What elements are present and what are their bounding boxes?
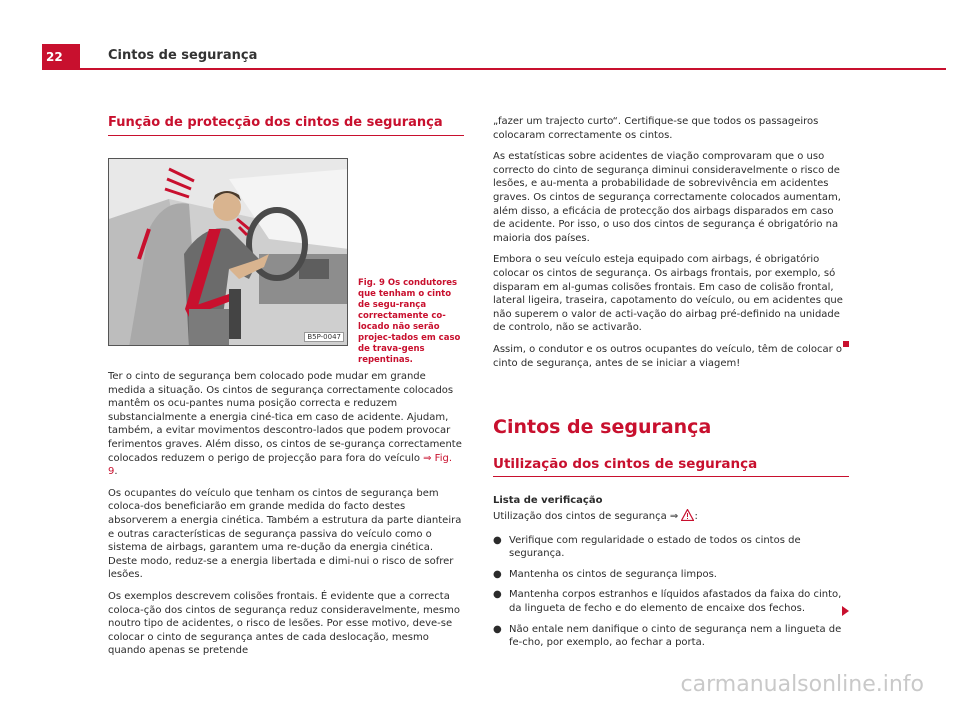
warning-icon[interactable] (681, 509, 694, 526)
paragraph: Assim, o condutor e os outros ocupantes do veículo, têm de colocar o cinto de segurança, antes de se iniciar a viagem! (493, 343, 843, 369)
left-column (108, 115, 464, 666)
paragraph: Os exemplos descrevem colisões frontais. É evidente que a correcta coloca-ção dos cintos de segurança reduz consideravelmente, mesmo noutro tipo de acidentes, o risco de lesões. Por esse motivo, deve-se colocar o cinto de segurança antes de cada deslocação, mesmo quando apenas se pretende (108, 590, 460, 657)
paragraph-text: Ter o cinto de segurança bem colocado pode mudar em grande medida a situação. Os cintos de segurança correctamente colocados mantêm os ocu-pantes numa posição correcta e reduzem substancialmente a energia ciné-tica em caso de acidente. Ajudam, também, a evitar movimentos descontro-lados que podem provocar ferimentos graves. Além disso, os cintos de se-gurança correctamente colocados reduzem o perigo de projecção para fora do veículo (108, 371, 462, 464)
figure-caption: Fig. 9 Os condutores que tenham o cinto de segu-rança correctamente co-locado não serão projec-tados em caso de trava-gens repentinas. (358, 278, 461, 365)
paragraph: Os ocupantes do veículo que tenham os cintos de segurança bem coloca-dos beneficiarão em grande medida do facto destes absorverem a energia cinética. Também a estrutura da parte dianteira e outras características de segurança passiva do veículo como o sistema de airbags, garantem uma re-dução da energia cinética. Deste modo, reduz-se a energia libertada e dimi-nui o risco de sofrer lesões. (108, 487, 462, 581)
checklist-item (493, 623, 849, 650)
checklist-item (493, 588, 849, 615)
checklist-item-text: Mantenha corpos estranhos e líquidos afastados da faixa do cinto, da lingueta de fecho e do elemento de encaixe dos fechos. (509, 589, 842, 615)
header-title: Cintos de segurança (108, 48, 258, 63)
checklist-item (493, 568, 849, 582)
header-bar (42, 44, 946, 68)
checklist-item-text: Não entale nem danifique o cinto de segurança nem a lingueta de fe-cho, por exemplo, ao fechar a porta. (509, 623, 842, 649)
chapter-title: Cintos de segurança (493, 416, 712, 439)
checklist-intro (493, 509, 849, 526)
seatbelt-illustration (108, 158, 348, 346)
subsection-title: Utilização dos cintos de segurança (493, 456, 849, 477)
car-interior-drawing (109, 159, 348, 346)
bullet-icon: ● (493, 534, 502, 546)
figure-code: B5P-0047 (304, 332, 344, 342)
checklist-item (493, 534, 849, 561)
checklist-intro-end: : (694, 511, 698, 523)
paragraph: As estatísticas sobre acidentes de viação comprovaram que o uso correcto do cinto de segurança diminui consideravelmente o risco de lesões, e au-menta a probabilidade de sobrevivência em acidentes graves. Os cintos de segurança correctamente colocados aumentam, além disso, a eficácia de protecção dos airbags disparados em caso de acidente. Por isso, o uso dos cintos de segurança é obrigatório na maioria dos países. (493, 151, 841, 244)
figure-9 (108, 158, 464, 365)
watermark: carmanualsonline.info (680, 672, 924, 697)
figure-link[interactable]: ⇒ Fig. 9 (108, 452, 453, 478)
paragraph-end: . (114, 466, 118, 478)
bullet-icon: ● (493, 589, 502, 601)
checklist-heading: Lista de verificação (493, 495, 603, 507)
checklist-item-text: Verifique com regularidade o estado de todos os cintos de segurança. (509, 534, 801, 560)
checklist-intro-text: Utilização dos cintos de segurança ⇒ (493, 511, 679, 523)
section-end-marker (843, 341, 849, 347)
right-column (493, 115, 849, 657)
page-number: 22 (42, 44, 80, 68)
bullet-icon: ● (493, 568, 502, 580)
paragraph: Embora o seu veículo esteja equipado com airbags, é obrigatório colocar os cintos de segurança. Os airbags frontais, por exemplo, só disparam em al-gumas colisões frontais. Em caso de colisão frontal, lateral ligeira, traseira, capotamento do veículo, ou em acidentes que não superem o valor de acti-vação do airbag pré-definido na unidade de controlo, não se activarão. (493, 254, 843, 334)
section-title: Função de protecção dos cintos de segurança (108, 115, 464, 136)
paragraph (108, 370, 464, 479)
checklist-item-text: Mantenha os cintos de segurança limpos. (509, 568, 717, 580)
header-divider (42, 68, 946, 70)
paragraph: „fazer um trajecto curto“. Certifique-se que todos os passageiros colocaram correctamente os cintos. (493, 116, 819, 141)
bullet-icon: ● (493, 623, 502, 635)
continue-arrow-icon (842, 606, 849, 616)
